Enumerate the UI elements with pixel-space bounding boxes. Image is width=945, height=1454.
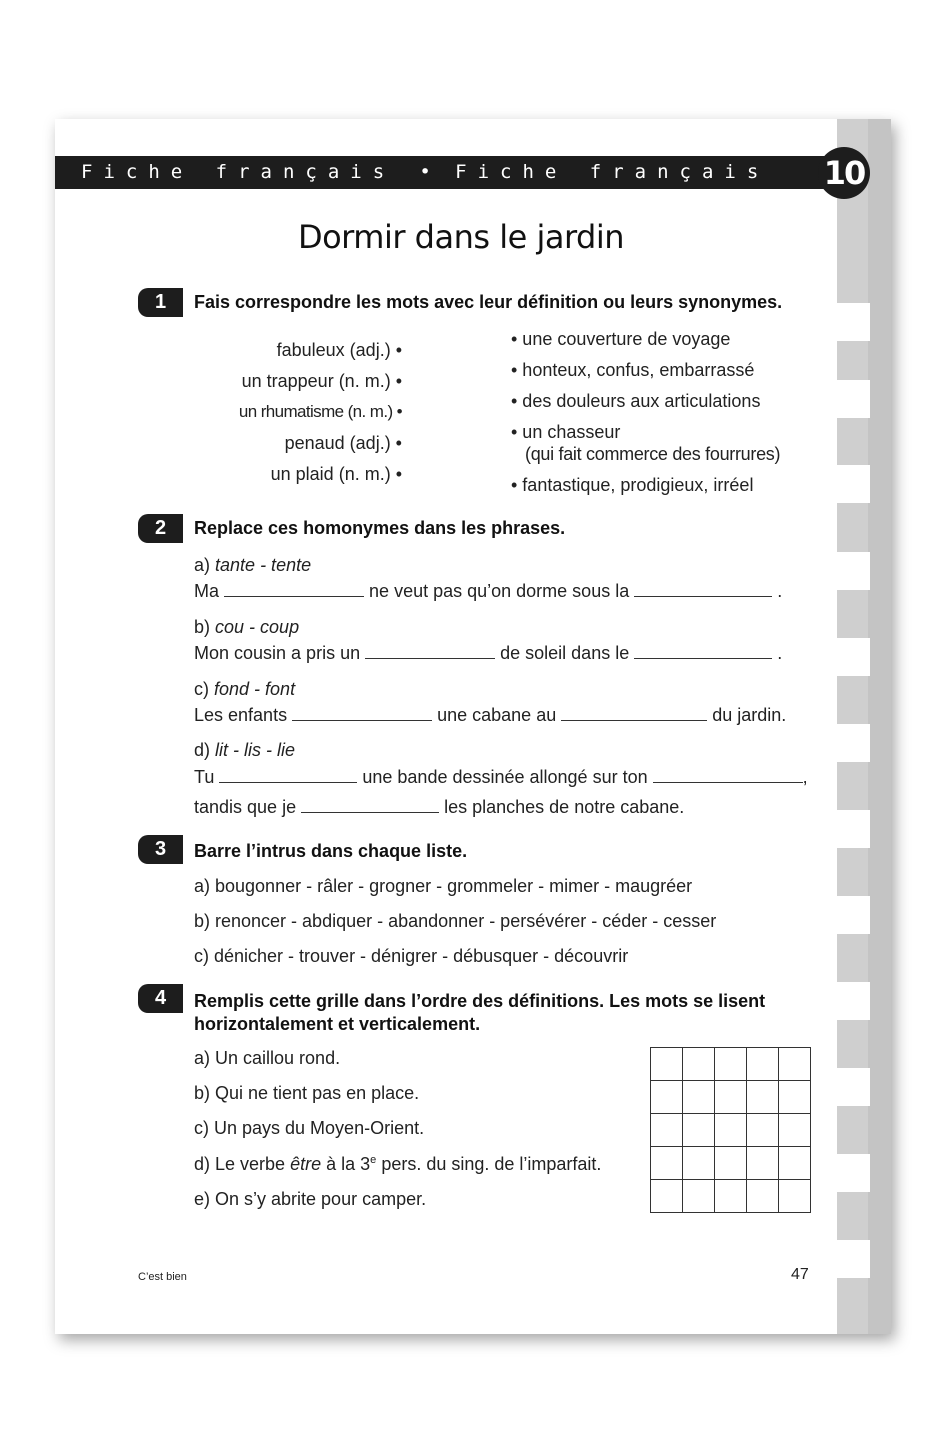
tab-notch: [837, 552, 870, 590]
exercise-number-3: 3: [138, 835, 183, 864]
sentence-d-continued: [194, 797, 684, 818]
sentence-text: de soleil dans le: [500, 643, 630, 663]
sentence-text: Les enfants: [194, 705, 288, 725]
clue-a: a) Un caillou rond.: [194, 1048, 341, 1068]
blank-field[interactable]: [653, 768, 803, 783]
definition-item[interactable]: • honteux, confus, embarrassé: [511, 360, 755, 380]
tab-notch: [837, 1154, 870, 1192]
sentence-text: tandis que je: [194, 797, 297, 817]
tab-notch: [837, 303, 870, 341]
tab-notch: [837, 465, 870, 503]
blank-field[interactable]: [292, 706, 432, 721]
grid-cell[interactable]: [747, 1147, 779, 1180]
sentence-text: Mon cousin a pris un: [194, 643, 361, 663]
grid-cell[interactable]: [683, 1114, 715, 1147]
definition-item[interactable]: • un chasseur: [511, 422, 621, 442]
exercise1-instruction: Fais correspondre les mots avec leur définition ou leurs synonymes.: [194, 292, 783, 312]
item-label: a): [194, 555, 211, 575]
sentence-text: du jardin.: [712, 705, 787, 725]
tab-notch: [837, 810, 870, 848]
homonym-pair-b: [194, 617, 299, 638]
grid-cell[interactable]: [747, 1048, 779, 1081]
grid-cell[interactable]: [747, 1114, 779, 1147]
grid-cell[interactable]: [651, 1180, 683, 1213]
blank-field[interactable]: [301, 798, 439, 813]
item-label: c): [194, 679, 209, 699]
grid-cell[interactable]: [715, 1114, 747, 1147]
sentence-d: [194, 767, 808, 788]
grid-cell[interactable]: [779, 1048, 811, 1081]
exercise-number-4: 4: [138, 984, 183, 1013]
clue-c: c) Un pays du Moyen-Orient.: [194, 1118, 425, 1138]
sentence-text: les planches de notre cabane.: [444, 797, 685, 817]
clue-text: à la 3: [326, 1154, 371, 1174]
exercise4-instruction-line2: horizontalement et verticalement.: [194, 1014, 481, 1034]
sentence-text: .: [777, 581, 783, 601]
homonym-words: tante - tente: [215, 555, 312, 575]
sentence-text: Tu: [194, 767, 215, 787]
crossword-grid: [650, 1047, 811, 1213]
grid-cell[interactable]: [651, 1147, 683, 1180]
exercise-number-1: 1: [138, 288, 183, 317]
clue-text: d) Le verbe: [194, 1154, 286, 1174]
blank-field[interactable]: [365, 644, 495, 659]
word-list-b[interactable]: b) renoncer - abdiquer - abandonner - persévérer - céder - cesser: [194, 911, 717, 931]
band-title-left: Fiche français: [81, 161, 396, 183]
definition-item[interactable]: • des douleurs aux articulations: [511, 391, 761, 411]
sentence-a: [194, 581, 782, 602]
grid-cell[interactable]: [715, 1147, 747, 1180]
tab-notch: [837, 896, 870, 934]
homonym-words: cou - coup: [215, 617, 300, 637]
word-list-c[interactable]: c) dénicher - trouver - dénigrer - débusquer - découvrir: [194, 946, 629, 966]
sentence-text: Ma: [194, 581, 220, 601]
definition-item[interactable]: • fantastique, prodigieux, irréel: [511, 475, 754, 495]
band-title-right: Fiche français: [455, 161, 770, 183]
clue-d: [194, 1154, 601, 1175]
definition-item[interactable]: • une couverture de voyage: [511, 329, 731, 349]
homonym-pair-a: [194, 555, 311, 576]
sentence-text: ,: [802, 767, 808, 787]
word-item[interactable]: un plaid (n. m.) •: [270, 464, 402, 484]
definition-item-detail: (qui fait commerce des fourrures): [525, 444, 781, 464]
clue-text: pers. du sing. de l’imparfait.: [381, 1154, 602, 1174]
side-edge: [868, 119, 891, 1334]
exercise3-instruction: Barre l’intrus dans chaque liste.: [194, 841, 468, 861]
blank-field[interactable]: [634, 582, 772, 597]
blank-field[interactable]: [561, 706, 707, 721]
page-title: Dormir dans le jardin: [297, 218, 625, 256]
clue-verb: être: [290, 1154, 322, 1174]
grid-cell[interactable]: [715, 1081, 747, 1114]
footer-collection: C’est bien: [138, 1271, 187, 1283]
grid-cell[interactable]: [715, 1180, 747, 1213]
blank-field[interactable]: [219, 768, 357, 783]
grid-cell[interactable]: [683, 1081, 715, 1114]
sentence-b: [194, 643, 782, 664]
word-item[interactable]: un trappeur (n. m.) •: [241, 371, 402, 391]
grid-cell[interactable]: [779, 1081, 811, 1114]
sentence-text: une cabane au: [437, 705, 557, 725]
word-list-a[interactable]: a) bougonner - râler - grogner - grommeler - mimer - maugréer: [194, 876, 693, 896]
sentence-c: [194, 705, 786, 726]
header-band: [55, 156, 847, 189]
grid-cell[interactable]: [779, 1114, 811, 1147]
word-item[interactable]: penaud (adj.) •: [284, 433, 402, 453]
band-separator: •: [419, 161, 431, 183]
grid-cell[interactable]: [683, 1180, 715, 1213]
grid-cell[interactable]: [651, 1048, 683, 1081]
clue-e: e) On s’y abrite pour camper.: [194, 1189, 427, 1209]
tab-notch: [837, 380, 870, 418]
blank-field[interactable]: [224, 582, 364, 597]
grid-cell[interactable]: [683, 1048, 715, 1081]
tab-notch: [837, 638, 870, 676]
item-label: d): [194, 740, 211, 760]
tab-notch: [837, 982, 870, 1020]
grid-cell[interactable]: [683, 1147, 715, 1180]
item-label: b): [194, 617, 211, 637]
homonym-words: fond - font: [214, 679, 296, 699]
homonym-pair-c: [194, 679, 295, 700]
grid-cell[interactable]: [715, 1048, 747, 1081]
sentence-text: ne veut pas qu’on dorme sous la: [369, 581, 630, 601]
grid-cell[interactable]: [651, 1081, 683, 1114]
grid-cell[interactable]: [779, 1147, 811, 1180]
homonym-words: lit - lis - lie: [215, 740, 296, 760]
fiche-number: 10: [818, 147, 870, 199]
homonym-pair-d: [194, 740, 295, 761]
tab-notch: [837, 1240, 870, 1278]
exercise2-instruction: Replace ces homonymes dans les phrases.: [194, 518, 566, 538]
tab-notch: [837, 724, 870, 762]
exercise4-instruction-line1: Remplis cette grille dans l’ordre des définitions. Les mots se lisent: [194, 991, 766, 1011]
page-number: 47: [791, 1266, 809, 1283]
sentence-text: une bande dessinée allongé sur ton: [362, 767, 648, 787]
grid-cell[interactable]: [779, 1180, 811, 1213]
word-item[interactable]: un rhumatisme (n. m.) •: [238, 402, 402, 421]
exercise-number-2: 2: [138, 514, 183, 543]
grid-cell[interactable]: [651, 1114, 683, 1147]
sentence-text: .: [777, 643, 783, 663]
superscript: e: [370, 1154, 377, 1166]
blank-field[interactable]: [634, 644, 772, 659]
grid-cell[interactable]: [747, 1081, 779, 1114]
word-item[interactable]: fabuleux (adj.) •: [276, 340, 402, 360]
grid-cell[interactable]: [747, 1180, 779, 1213]
clue-b: b) Qui ne tient pas en place.: [194, 1083, 420, 1103]
tab-notch: [837, 1068, 870, 1106]
